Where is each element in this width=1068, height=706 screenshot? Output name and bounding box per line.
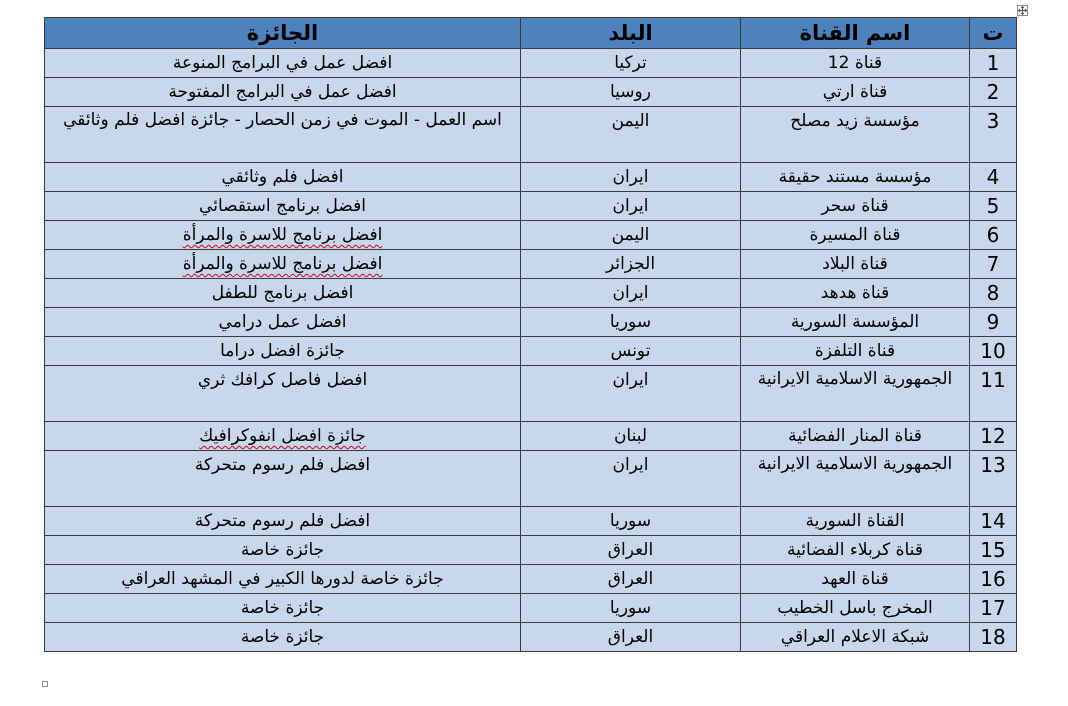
award-cell[interactable]: افضل برنامج للطفل bbox=[45, 279, 521, 308]
table-row bbox=[45, 49, 1017, 78]
channel-cell[interactable]: قناة البلاد bbox=[741, 250, 970, 279]
row-number[interactable]: 6 bbox=[970, 221, 1017, 250]
row-number[interactable]: 11 bbox=[970, 366, 1017, 422]
award-cell[interactable]: جائزة خاصة لدورها الكبير في المشهد العراقي bbox=[45, 565, 521, 594]
table-move-handle[interactable] bbox=[1017, 5, 1028, 16]
award-cell[interactable]: افضل فاصل كرافك ثري bbox=[45, 366, 521, 422]
row-number[interactable]: 4 bbox=[970, 163, 1017, 192]
country-cell[interactable]: العراق bbox=[521, 536, 741, 565]
country-cell[interactable]: الجزائر bbox=[521, 250, 741, 279]
award-cell[interactable]: جائزة افضل انفوكرافيك bbox=[45, 422, 521, 451]
header-row bbox=[45, 18, 1017, 49]
channel-cell[interactable]: قناة هدهد bbox=[741, 279, 970, 308]
channel-cell[interactable]: مؤسسة زيد مصلح bbox=[741, 107, 970, 163]
channel-cell[interactable]: قناة كربلاء الفضائية bbox=[741, 536, 970, 565]
row-number[interactable]: 15 bbox=[970, 536, 1017, 565]
table-row bbox=[45, 308, 1017, 337]
country-cell[interactable]: اليمن bbox=[521, 107, 741, 163]
award-cell[interactable]: افضل برنامج للاسرة والمرأة bbox=[45, 250, 521, 279]
row-number[interactable]: 18 bbox=[970, 623, 1017, 652]
row-number[interactable]: 10 bbox=[970, 337, 1017, 366]
row-number[interactable]: 7 bbox=[970, 250, 1017, 279]
row-number[interactable]: 16 bbox=[970, 565, 1017, 594]
row-number[interactable]: 13 bbox=[970, 451, 1017, 507]
channel-cell[interactable]: قناة سحر bbox=[741, 192, 970, 221]
country-cell[interactable]: العراق bbox=[521, 565, 741, 594]
award-cell[interactable]: جائزة خاصة bbox=[45, 623, 521, 652]
award-cell[interactable]: افضل فلم رسوم متحركة bbox=[45, 507, 521, 536]
row-number[interactable]: 3 bbox=[970, 107, 1017, 163]
award-cell[interactable]: اسم العمل - الموت في زمن الحصار - جائزة افضل فلم وثائقي bbox=[45, 107, 521, 163]
table-row bbox=[45, 623, 1017, 652]
award-cell[interactable]: جائزة افضل دراما bbox=[45, 337, 521, 366]
table-row bbox=[45, 78, 1017, 107]
table-row bbox=[45, 565, 1017, 594]
award-cell[interactable]: افضل عمل في البرامج المنوعة bbox=[45, 49, 521, 78]
country-cell[interactable]: اليمن bbox=[521, 221, 741, 250]
country-cell[interactable]: سوريا bbox=[521, 594, 741, 623]
channel-cell[interactable]: القناة السورية bbox=[741, 507, 970, 536]
country-cell[interactable]: ايران bbox=[521, 366, 741, 422]
table-row bbox=[45, 221, 1017, 250]
row-number[interactable]: 1 bbox=[970, 49, 1017, 78]
row-number[interactable]: 8 bbox=[970, 279, 1017, 308]
table-row bbox=[45, 507, 1017, 536]
country-cell[interactable]: ايران bbox=[521, 192, 741, 221]
row-number[interactable]: 14 bbox=[970, 507, 1017, 536]
channel-cell[interactable]: شبكة الاعلام العراقي bbox=[741, 623, 970, 652]
channel-cell[interactable]: مؤسسة مستند حقيقة bbox=[741, 163, 970, 192]
country-cell[interactable]: ايران bbox=[521, 451, 741, 507]
channel-cell[interactable]: قناة المنار الفضائية bbox=[741, 422, 970, 451]
channel-cell[interactable]: المؤسسة السورية bbox=[741, 308, 970, 337]
channel-cell[interactable]: قناة 12 bbox=[741, 49, 970, 78]
award-cell[interactable]: افضل فلم وثائقي bbox=[45, 163, 521, 192]
header-channel-name[interactable]: اسم القناة bbox=[741, 18, 970, 49]
channel-cell[interactable]: الجمهورية الاسلامية الايرانية bbox=[741, 366, 970, 422]
country-cell[interactable]: العراق bbox=[521, 623, 741, 652]
header-award[interactable]: الجائزة bbox=[45, 18, 521, 49]
channel-cell[interactable]: الجمهورية الاسلامية الايرانية bbox=[741, 451, 970, 507]
row-number[interactable]: 12 bbox=[970, 422, 1017, 451]
header-number[interactable]: ت bbox=[970, 18, 1017, 49]
award-cell[interactable]: جائزة خاصة bbox=[45, 536, 521, 565]
move-arrows-icon bbox=[1018, 6, 1027, 15]
country-cell[interactable]: ايران bbox=[521, 279, 741, 308]
table-row bbox=[45, 192, 1017, 221]
row-number[interactable]: 17 bbox=[970, 594, 1017, 623]
country-cell[interactable]: سوريا bbox=[521, 507, 741, 536]
table-row bbox=[45, 536, 1017, 565]
award-cell[interactable]: افضل فلم رسوم متحركة bbox=[45, 451, 521, 507]
award-cell[interactable]: جائزة خاصة bbox=[45, 594, 521, 623]
row-number[interactable]: 5 bbox=[970, 192, 1017, 221]
country-cell[interactable]: روسيا bbox=[521, 78, 741, 107]
awards-table bbox=[44, 17, 1017, 652]
country-cell[interactable]: تركيا bbox=[521, 49, 741, 78]
award-cell[interactable]: افضل عمل في البرامج المفتوحة bbox=[45, 78, 521, 107]
country-cell[interactable]: ايران bbox=[521, 163, 741, 192]
award-cell[interactable]: افضل برنامج استقصائي bbox=[45, 192, 521, 221]
table-row bbox=[45, 163, 1017, 192]
table-row bbox=[45, 107, 1017, 163]
table-row bbox=[45, 250, 1017, 279]
row-number[interactable]: 9 bbox=[970, 308, 1017, 337]
channel-cell[interactable]: قناة التلفزة bbox=[741, 337, 970, 366]
table-row bbox=[45, 451, 1017, 507]
table-row bbox=[45, 422, 1017, 451]
channel-cell[interactable]: قناة المسيرة bbox=[741, 221, 970, 250]
country-cell[interactable]: لبنان bbox=[521, 422, 741, 451]
row-number[interactable]: 2 bbox=[970, 78, 1017, 107]
table-row bbox=[45, 279, 1017, 308]
country-cell[interactable]: سوريا bbox=[521, 308, 741, 337]
country-cell[interactable]: تونس bbox=[521, 337, 741, 366]
header-country[interactable]: البلد bbox=[521, 18, 741, 49]
table-row bbox=[45, 366, 1017, 422]
channel-cell[interactable]: قناة العهد bbox=[741, 565, 970, 594]
channel-cell[interactable]: المخرج باسل الخطيب bbox=[741, 594, 970, 623]
table-row bbox=[45, 337, 1017, 366]
table-row bbox=[45, 594, 1017, 623]
channel-cell[interactable]: قناة ارتي bbox=[741, 78, 970, 107]
table-resize-handle[interactable] bbox=[42, 681, 48, 687]
award-cell[interactable]: افضل برنامج للاسرة والمرأة bbox=[45, 221, 521, 250]
award-cell[interactable]: افضل عمل درامي bbox=[45, 308, 521, 337]
